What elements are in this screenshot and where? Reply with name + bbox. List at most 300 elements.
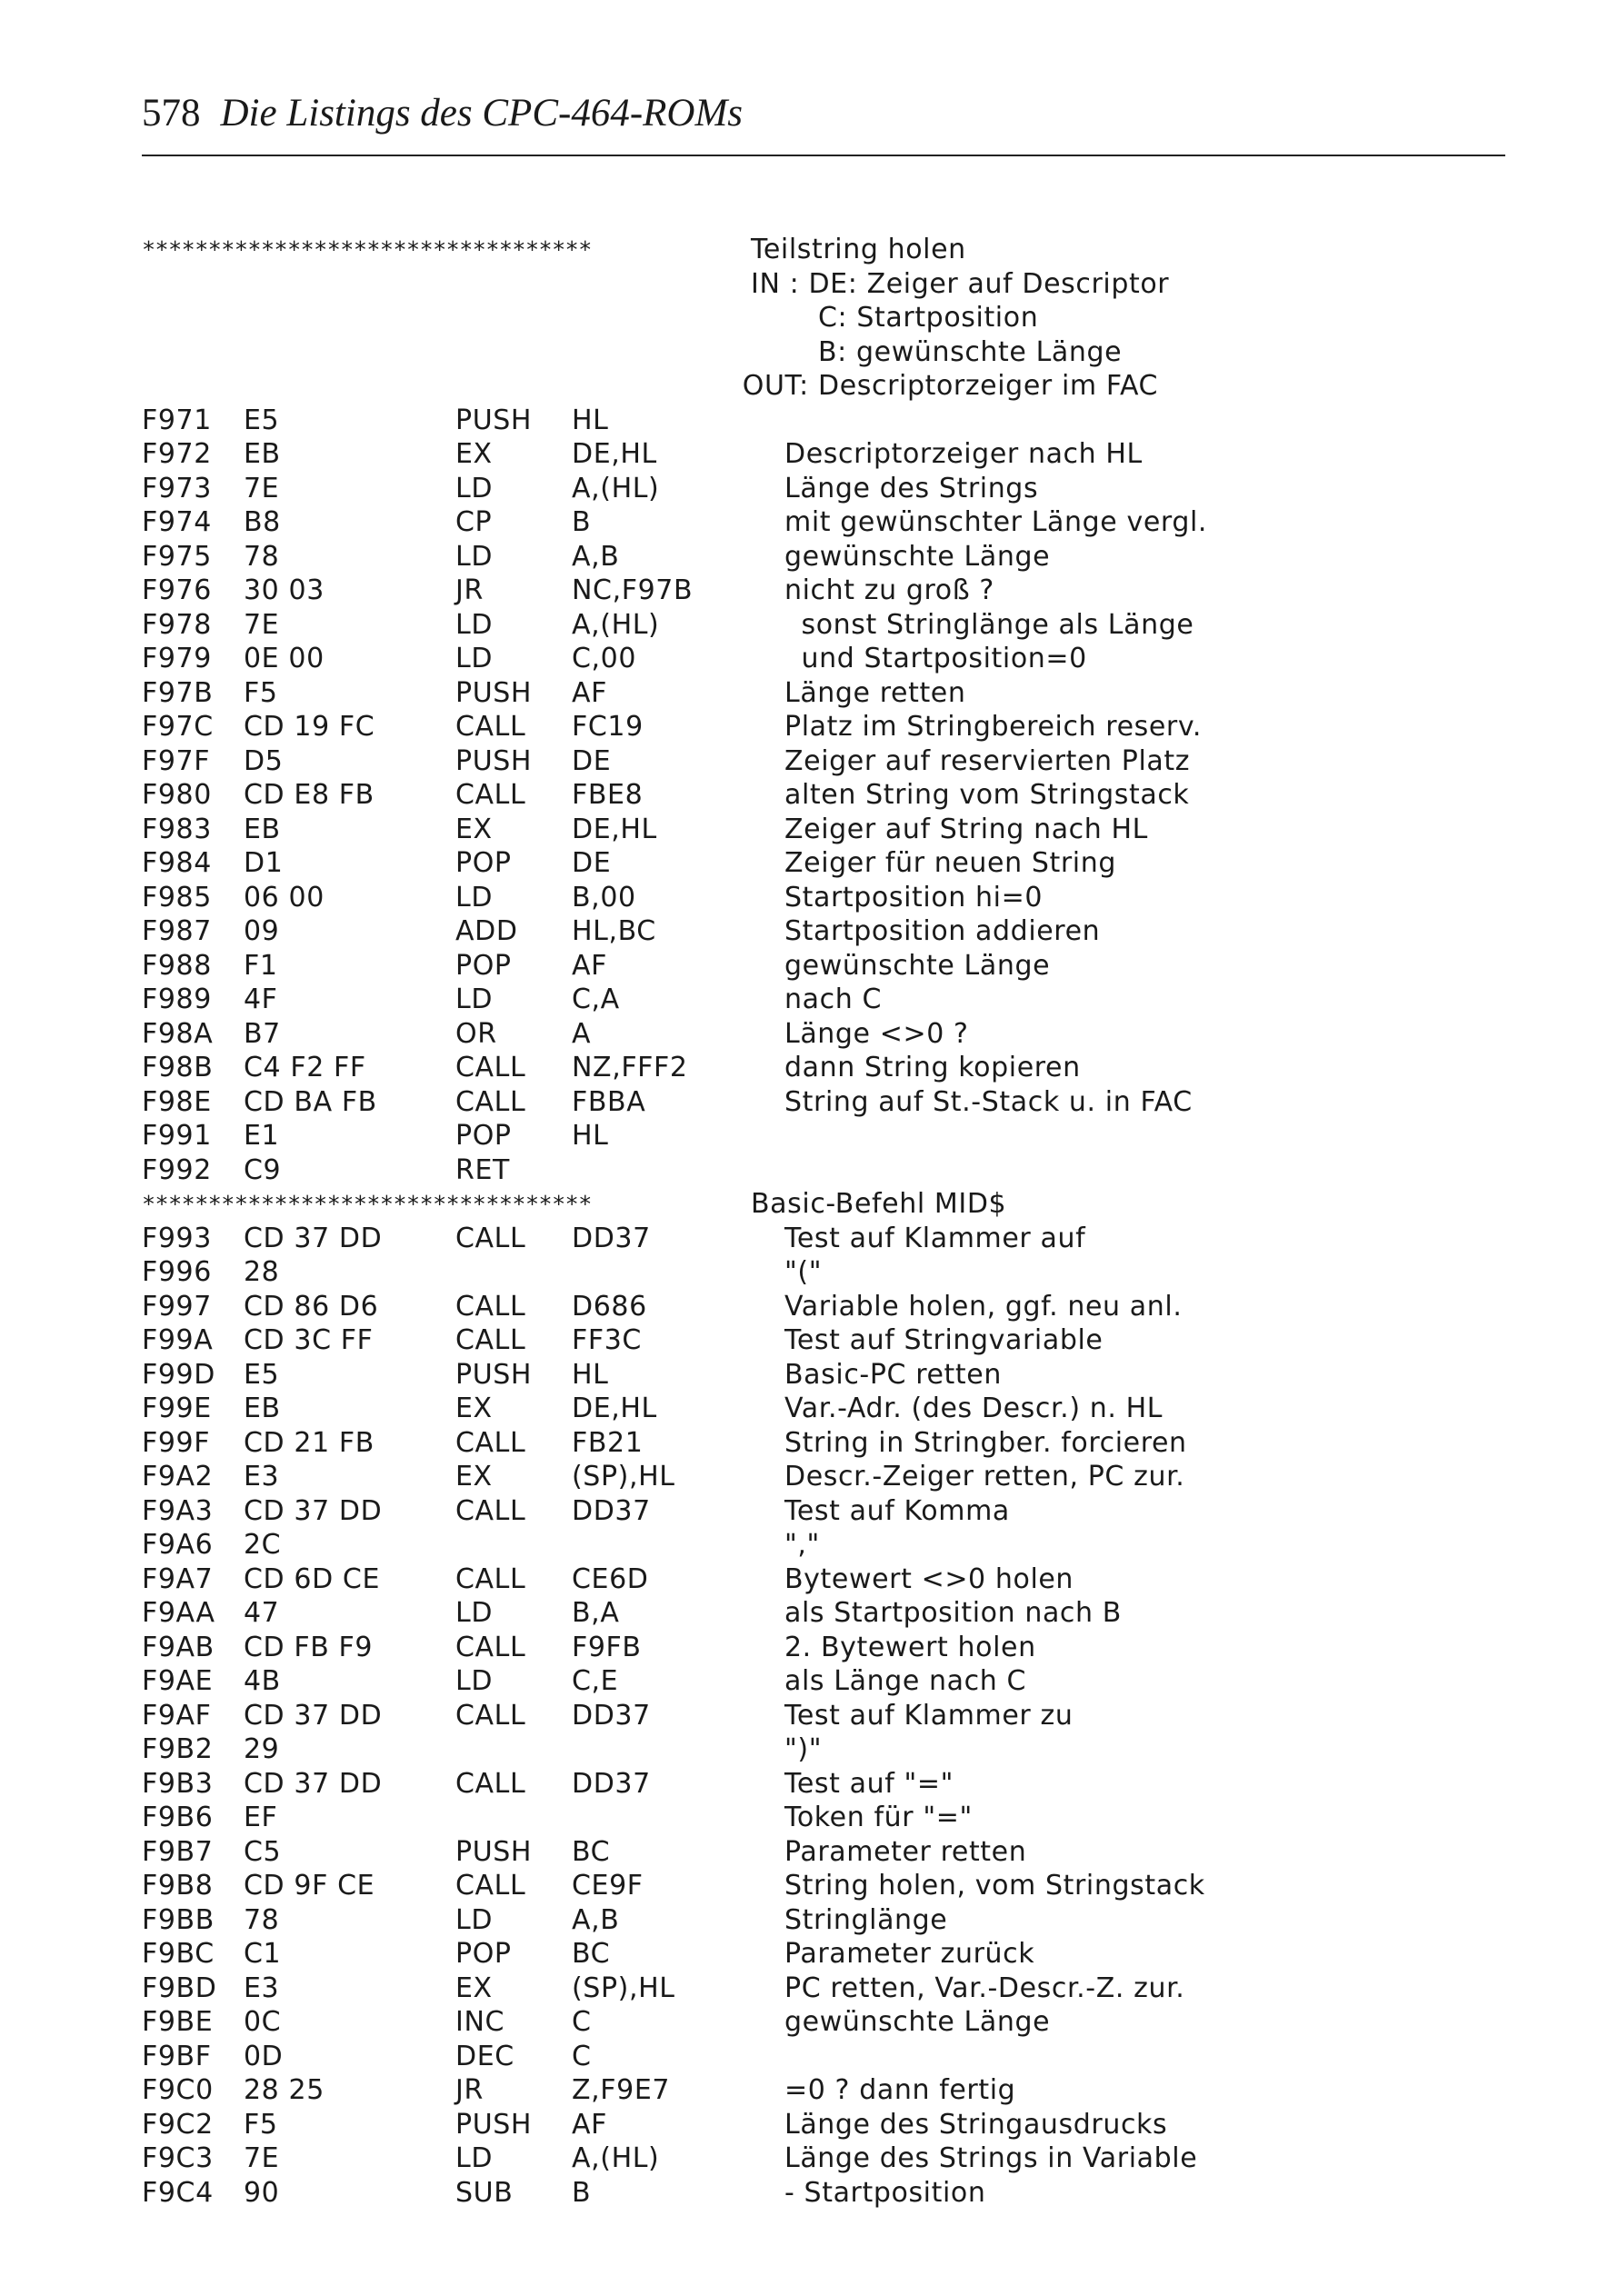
mnemonic: CALL [455, 1052, 526, 1083]
mnemonic: CALL [455, 1870, 526, 1902]
comment: Stringlänge [784, 1903, 948, 1936]
comment: Länge <>0 ? [784, 1017, 969, 1050]
address: F9B2 [142, 1733, 214, 1765]
hex-bytes: CD 19 FC [244, 711, 375, 743]
page-header [142, 91, 1505, 145]
comment: Test auf "=" [784, 1767, 954, 1800]
assembly-listing [142, 233, 1505, 2210]
address: F97C [142, 711, 214, 743]
mnemonic: JR [455, 574, 484, 606]
listing-line [142, 1290, 1505, 1324]
listing-line [142, 1596, 1505, 1631]
mnemonic: CALL [455, 1631, 526, 1663]
listing-line [142, 1222, 1505, 1256]
listing-line [142, 1631, 1505, 1665]
comment: Descriptorzeiger nach HL [784, 438, 1143, 470]
mnemonic: PUSH [455, 404, 533, 436]
comment: - Startposition [784, 2176, 986, 2209]
listing-line [142, 1801, 1505, 1835]
address: F9AE [142, 1665, 214, 1697]
address: F97F [142, 744, 211, 777]
listing-line [142, 949, 1505, 983]
mnemonic: RET [455, 1153, 510, 1186]
address: F99D [142, 1358, 215, 1391]
mnemonic: PUSH [455, 2108, 533, 2141]
listing-line [142, 1017, 1505, 1052]
listing-line [142, 1562, 1505, 1597]
header-rule [142, 155, 1505, 156]
hex-bytes: 7E [244, 472, 280, 504]
listing-line [142, 1323, 1505, 1358]
address: F9A6 [142, 1529, 214, 1561]
operand: CE6D [572, 1562, 649, 1595]
operand: C,00 [572, 643, 637, 674]
listing-line [142, 1528, 1505, 1562]
hex-bytes: CD FB F9 [244, 1631, 374, 1663]
hex-bytes: 78 [244, 1903, 280, 1936]
address: F98A [142, 1017, 214, 1050]
operand: NC,F97B [572, 574, 694, 606]
operand: DD37 [572, 1699, 651, 1732]
operand: DD37 [572, 1767, 651, 1800]
listing-line [142, 1255, 1505, 1290]
operand: AF [572, 2108, 607, 2141]
operand: NZ,FFF2 [572, 1052, 688, 1083]
comment: Basic-Befehl MID$ [751, 1188, 1007, 1220]
address: F9AB [142, 1631, 215, 1663]
comment: Basic-PC retten [784, 1358, 1002, 1391]
comment: Startposition addieren [784, 915, 1101, 947]
comment: Länge des Strings [784, 472, 1039, 504]
listing-line [142, 1426, 1505, 1461]
comment: ")" [784, 1733, 823, 1765]
hex-bytes: 06 00 [244, 881, 325, 913]
page-number: 578 [142, 92, 201, 135]
comment: PC retten, Var.-Descr.-Z. zur. [784, 1972, 1185, 2004]
address: F9BC [142, 1938, 215, 1970]
hex-bytes: E3 [244, 1972, 280, 2004]
operand: B,A [572, 1597, 620, 1629]
operand: Z,F9E7 [572, 2074, 671, 2106]
mnemonic: SUB [455, 2176, 514, 2209]
operand: A [572, 1017, 592, 1050]
mnemonic: LD [455, 643, 494, 674]
operand: HL [572, 404, 609, 436]
mnemonic: LD [455, 881, 494, 913]
hex-bytes: CD 6D CE [244, 1562, 381, 1595]
comment: alten String vom Stringstack [784, 779, 1190, 811]
address: F997 [142, 1290, 212, 1323]
mnemonic: CALL [455, 1324, 526, 1356]
mnemonic: CALL [455, 1562, 526, 1595]
comment: =0 ? dann fertig [784, 2074, 1016, 2106]
mnemonic: PUSH [455, 1835, 533, 1868]
mnemonic: CALL [455, 779, 526, 811]
hex-bytes: C4 F2 FF [244, 1052, 366, 1083]
address: F9AF [142, 1699, 212, 1732]
address: F974 [142, 506, 212, 538]
mnemonic: CP [455, 506, 493, 538]
listing-line [142, 983, 1505, 1017]
hex-bytes: E1 [244, 1120, 280, 1152]
operand: DE [572, 847, 612, 879]
mnemonic: DEC [455, 2040, 514, 2072]
comment: Länge retten [784, 676, 966, 709]
mnemonic: LD [455, 1665, 494, 1697]
operand: BC [572, 1835, 611, 1868]
address: F99F [142, 1426, 211, 1459]
hex-bytes: 0D [244, 2040, 284, 2072]
operand: FBE8 [572, 779, 644, 811]
address: F9C0 [142, 2074, 214, 2106]
address: F980 [142, 779, 212, 811]
listing-line [142, 676, 1505, 711]
listing-line [142, 1732, 1505, 1767]
address: F9C2 [142, 2108, 214, 2141]
hex-bytes: CD 9F CE [244, 1870, 375, 1902]
address: F9A7 [142, 1562, 214, 1595]
hex-bytes: CD 3C FF [244, 1324, 374, 1356]
comment: 2. Bytewert holen [784, 1631, 1036, 1663]
listing-line [142, 472, 1505, 506]
address: F987 [142, 915, 212, 947]
listing-line [142, 2073, 1505, 2108]
hex-bytes: CD E8 FB [244, 779, 375, 811]
listing-line [142, 2141, 1505, 2176]
mnemonic: POP [455, 949, 512, 982]
address: F9BE [142, 2006, 214, 2038]
hex-bytes: 29 [244, 1733, 280, 1765]
comment: Parameter zurück [784, 1938, 1035, 1970]
hex-bytes: E3 [244, 1461, 280, 1492]
address: F9C4 [142, 2176, 214, 2209]
separator-stars: ********************************** [142, 1191, 592, 1217]
hex-bytes: F5 [244, 676, 278, 709]
mnemonic: CALL [455, 1222, 526, 1254]
address: F973 [142, 472, 212, 504]
hex-bytes: CD 37 DD [244, 1699, 383, 1732]
mnemonic: INC [455, 2006, 505, 2038]
hex-bytes: E5 [244, 404, 280, 436]
hex-bytes: EB [244, 813, 281, 845]
hex-bytes: EB [244, 1393, 281, 1424]
hex-bytes: CD 21 FB [244, 1426, 375, 1459]
listing-line [142, 2040, 1505, 2074]
hex-bytes: 09 [244, 915, 280, 947]
separator-stars: ********************************** [142, 236, 592, 263]
listing-line [142, 574, 1505, 608]
mnemonic: EX [455, 813, 493, 845]
mnemonic: CALL [455, 1290, 526, 1323]
mnemonic: CALL [455, 1767, 526, 1800]
listing-line [142, 437, 1505, 472]
mnemonic: LD [455, 1597, 494, 1629]
hex-bytes: 7E [244, 2142, 280, 2174]
address: F975 [142, 540, 212, 573]
operand: (SP),HL [572, 1972, 675, 2004]
hex-bytes: 0E 00 [244, 643, 325, 674]
operand: B,00 [572, 881, 636, 913]
hex-bytes: 30 03 [244, 574, 325, 606]
hex-bytes: CD 86 D6 [244, 1290, 379, 1323]
operand: HL,BC [572, 915, 656, 947]
address: F984 [142, 847, 212, 879]
operand: F9FB [572, 1631, 642, 1663]
address: F979 [142, 643, 212, 674]
listing-line [142, 369, 1505, 404]
comment: und Startposition=0 [801, 643, 1087, 674]
listing-line [142, 1972, 1505, 2006]
comment: String auf St.-Stack u. in FAC [784, 1085, 1193, 1118]
address: F988 [142, 949, 212, 982]
hex-bytes: C9 [244, 1153, 282, 1186]
listing-line [142, 2176, 1505, 2211]
operand: DE,HL [572, 438, 657, 470]
comment: "," [784, 1529, 820, 1561]
listing-line [142, 301, 1505, 335]
operand: FF3C [572, 1324, 642, 1356]
listing-line [142, 710, 1505, 744]
listing-line [142, 1664, 1505, 1699]
mnemonic: POP [455, 1120, 512, 1152]
address: F9A3 [142, 1494, 214, 1527]
listing-line [142, 914, 1505, 949]
hex-bytes: 78 [244, 540, 280, 573]
listing-line [142, 881, 1505, 915]
operand: DD37 [572, 1222, 651, 1254]
address: F9B7 [142, 1835, 214, 1868]
operand: FBBA [572, 1085, 646, 1118]
mnemonic: PUSH [455, 676, 533, 709]
comment: Test auf Stringvariable [784, 1324, 1104, 1356]
listing-line [142, 505, 1505, 540]
comment: Länge des Stringausdrucks [784, 2108, 1168, 2141]
operand: C,A [572, 983, 620, 1015]
listing-line [142, 1869, 1505, 1903]
address: F98E [142, 1085, 212, 1118]
hex-bytes: CD 37 DD [244, 1494, 383, 1527]
address: F996 [142, 1256, 212, 1288]
address: F991 [142, 1120, 212, 1152]
comment: mit gewünschter Länge vergl. [784, 506, 1208, 538]
listing-line [142, 1767, 1505, 1802]
address: F9B6 [142, 1802, 214, 1833]
listing-line [142, 778, 1505, 813]
comment: Startposition hi=0 [784, 881, 1044, 913]
mnemonic: LD [455, 472, 494, 504]
listing-line [142, 1358, 1505, 1393]
comment: IN : DE: Zeiger auf Descriptor [751, 267, 1170, 300]
operand: FB21 [572, 1426, 644, 1459]
operand: A,B [572, 540, 620, 573]
comment: sonst Stringlänge als Länge [801, 608, 1194, 641]
listing-line [142, 1051, 1505, 1085]
comment: Var.-Adr. (des Descr.) n. HL [784, 1393, 1164, 1424]
comment: Descr.-Zeiger retten, PC zur. [784, 1461, 1185, 1492]
comment: dann String kopieren [784, 1052, 1081, 1083]
operand: A,(HL) [572, 472, 660, 504]
hex-bytes: EF [244, 1802, 278, 1833]
hex-bytes: C1 [244, 1938, 282, 1970]
comment: OUT: Descriptorzeiger im FAC [742, 370, 1159, 402]
mnemonic: PUSH [455, 1358, 533, 1391]
mnemonic: LD [455, 608, 494, 641]
listing-line [142, 744, 1505, 779]
listing-line [142, 813, 1505, 847]
comment: gewünschte Länge [784, 540, 1051, 573]
address: F972 [142, 438, 212, 470]
mnemonic: POP [455, 847, 512, 879]
hex-bytes: 4F [244, 983, 278, 1015]
hex-bytes: C5 [244, 1835, 282, 1868]
mnemonic: JR [455, 2074, 484, 2106]
comment: Teilstring holen [751, 234, 966, 265]
mnemonic: ADD [455, 915, 518, 947]
address: F9BF [142, 2040, 212, 2072]
listing-line [142, 540, 1505, 574]
hex-bytes: 2C [244, 1529, 282, 1561]
running-title: Die Listings des CPC-464-ROMs [220, 92, 744, 135]
address: F98B [142, 1052, 214, 1083]
comment: Zeiger für neuen String [784, 847, 1116, 879]
comment: Test auf Klammer auf [784, 1222, 1086, 1254]
hex-bytes: 4B [244, 1665, 281, 1697]
address: F993 [142, 1222, 212, 1254]
mnemonic: CALL [455, 1494, 526, 1527]
address: F9BB [142, 1903, 215, 1936]
comment: gewünschte Länge [784, 2006, 1051, 2038]
listing-line [142, 1937, 1505, 1972]
mnemonic: EX [455, 1972, 493, 2004]
comment: Parameter retten [784, 1835, 1027, 1868]
listing-line [142, 267, 1505, 302]
hex-bytes: 7E [244, 608, 280, 641]
comment: C: Startposition [818, 302, 1039, 334]
mnemonic: LD [455, 2142, 494, 2174]
hex-bytes: B8 [244, 506, 281, 538]
address: F9B8 [142, 1870, 214, 1902]
hex-bytes: 0C [244, 2006, 282, 2038]
comment: "(" [784, 1256, 823, 1288]
hex-bytes: CD BA FB [244, 1085, 377, 1118]
comment: Länge des Strings in Variable [784, 2142, 1198, 2174]
mnemonic: CALL [455, 1085, 526, 1118]
operand: HL [572, 1358, 609, 1391]
comment: Zeiger auf reservierten Platz [784, 744, 1191, 777]
listing-line [142, 404, 1505, 438]
comment: nach C [784, 983, 882, 1015]
comment: B: gewünschte Länge [818, 335, 1123, 368]
hex-bytes: D5 [244, 744, 284, 777]
comment: Variable holen, ggf. neu anl. [784, 1290, 1183, 1323]
operand: HL [572, 1120, 609, 1152]
comment: String in Stringber. forcieren [784, 1426, 1187, 1459]
operand: BC [572, 1938, 611, 1970]
comment: gewünschte Länge [784, 949, 1051, 982]
comment: Test auf Komma [784, 1494, 1010, 1527]
operand: D686 [572, 1290, 647, 1323]
hex-bytes: 90 [244, 2176, 280, 2209]
listing-line [142, 335, 1505, 370]
listing-line [142, 1392, 1505, 1426]
hex-bytes: CD 37 DD [244, 1767, 383, 1800]
mnemonic: EX [455, 1461, 493, 1492]
listing-line [142, 2108, 1505, 2142]
listing-line [142, 1085, 1505, 1120]
operand: AF [572, 949, 607, 982]
address: F9AA [142, 1597, 215, 1629]
mnemonic: EX [455, 1393, 493, 1424]
mnemonic: LD [455, 1903, 494, 1936]
operand: DE [572, 744, 612, 777]
hex-bytes: 28 25 [244, 2074, 325, 2106]
address: F985 [142, 881, 212, 913]
address: F9B3 [142, 1767, 214, 1800]
operand: B [572, 506, 592, 538]
listing-line [142, 1835, 1505, 1870]
comment: String holen, vom Stringstack [784, 1870, 1205, 1902]
listing-line [142, 1699, 1505, 1733]
operand: A,B [572, 1903, 620, 1936]
operand: A,(HL) [572, 608, 660, 641]
address: F9A2 [142, 1461, 214, 1492]
address: F989 [142, 983, 212, 1015]
operand: DE,HL [572, 813, 657, 845]
hex-bytes: 47 [244, 1597, 280, 1629]
listing-line [142, 846, 1505, 881]
comment: Zeiger auf String nach HL [784, 813, 1148, 845]
comment: als Länge nach C [784, 1665, 1027, 1697]
hex-bytes: CD 37 DD [244, 1222, 383, 1254]
operand: C,E [572, 1665, 619, 1697]
mnemonic: CALL [455, 711, 526, 743]
listing-line [142, 1903, 1505, 1938]
comment: Platz im Stringbereich reserv. [784, 711, 1203, 743]
operand: DD37 [572, 1494, 651, 1527]
operand: CE9F [572, 1870, 644, 1902]
listing-line [142, 1460, 1505, 1494]
listing-line [142, 642, 1505, 676]
mnemonic: POP [455, 1938, 512, 1970]
mnemonic: PUSH [455, 744, 533, 777]
listing-line [142, 1187, 1505, 1222]
operand: A,(HL) [572, 2142, 660, 2174]
address: F97B [142, 676, 214, 709]
listing-line [142, 1153, 1505, 1188]
operand: B [572, 2176, 592, 2209]
mnemonic: OR [455, 1017, 497, 1050]
mnemonic: LD [455, 983, 494, 1015]
operand: DE,HL [572, 1393, 657, 1424]
comment: als Startposition nach B [784, 1597, 1122, 1629]
mnemonic: EX [455, 438, 493, 470]
hex-bytes: F1 [244, 949, 278, 982]
address: F9C3 [142, 2142, 214, 2174]
comment: Token für "=" [784, 1802, 973, 1833]
address: F99A [142, 1324, 214, 1356]
address: F983 [142, 813, 212, 845]
listing-line [142, 608, 1505, 643]
hex-bytes: 28 [244, 1256, 280, 1288]
listing-line [142, 1119, 1505, 1153]
hex-bytes: D1 [244, 847, 284, 879]
comment: Test auf Klammer zu [784, 1699, 1074, 1732]
mnemonic: CALL [455, 1699, 526, 1732]
address: F99E [142, 1393, 212, 1424]
operand: C [572, 2040, 592, 2072]
operand: AF [572, 676, 607, 709]
hex-bytes: E5 [244, 1358, 280, 1391]
